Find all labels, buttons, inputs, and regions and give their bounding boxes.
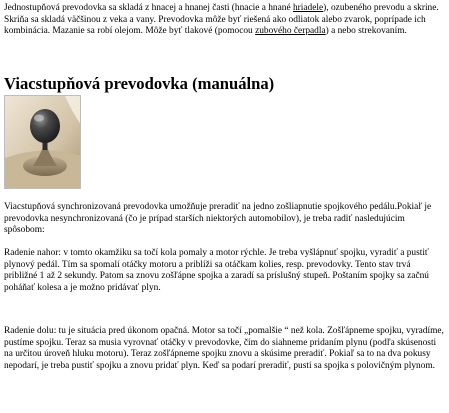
paragraph-shift-down: Radenie dolu: tu je situácia pred úkonom opačná. Motor sa točí „pomalšie “ než kola. Zošľápneme spojku, vyradíme, pustíme spojku. Teraz sa musia vyrovnať otáčky v prevodovke, čím do siahneme pridaním plynu (podľa skúsenosti na určitou úroveň hluku motoru). Teraz zošľápneme spojku znovu a skúsime preradiť. Pokiaľ sa to na dva pokusy nepodarí, je treba pustiť spojku a znovu pridať plyn. Keď sa podarí preradiť, pustí sa spojka s polovičným plynom.	[4, 326, 444, 371]
paragraph-synchronized: Viacstupňová synchronizovaná prevodovka umožňuje preradiť na jedno zošliapnutie spojkového pedálu.Pokiaľ je prevodovka nesynchronizovaná (čo je prípad starších niektorých automobilov), je treba radiť nasledujúcim spôsobom:	[4, 202, 432, 236]
gear-shift-photo	[4, 95, 81, 189]
link-zubove-cerpadlo[interactable]: zubového čerpadla	[255, 26, 326, 37]
paragraph-shift-up: Radenie nahor: v tomto okamžiku sa točí kola pomaly a motor rýchle. Je treba vyšlápnuť spojku, vyradiť a pustiť plynový pedál. Tím sa spomalí otáčky motoru a priblíži sa otáčkam kolies, resp. prevodovky. Tento stav trvá približné 1 až 2 sekundy. Patom sa znovu zošľápne spojka a zaradí sa príslušný stupeň. Poštaním spojky sa začnú poháňať kolesa a je možno pridávať plyn.	[4, 248, 429, 293]
section-heading: Viacstupňová prevodovka (manuálna)	[4, 74, 275, 93]
link-hriadele[interactable]: hriadele	[292, 3, 324, 13]
intro-text-2: ), ozubeného prevodu a skrine. Skriňa sa skladá väčšinou z veka a vany. Prevodovka môže byť riešená ako odliatok alebo zvarok, poprípade ich kombinácia. Mazanie sa robí olejom. Môže byť tlakové (pomocou	[4, 3, 439, 37]
intro-text-1: Jednostupňová prevodovka sa skladá z hnacej a hnanej časti (hnacie a hnané	[4, 3, 293, 13]
intro-text-3: ) a nebo strekovaním.	[325, 26, 407, 37]
intro-paragraph	[4, 3, 444, 38]
